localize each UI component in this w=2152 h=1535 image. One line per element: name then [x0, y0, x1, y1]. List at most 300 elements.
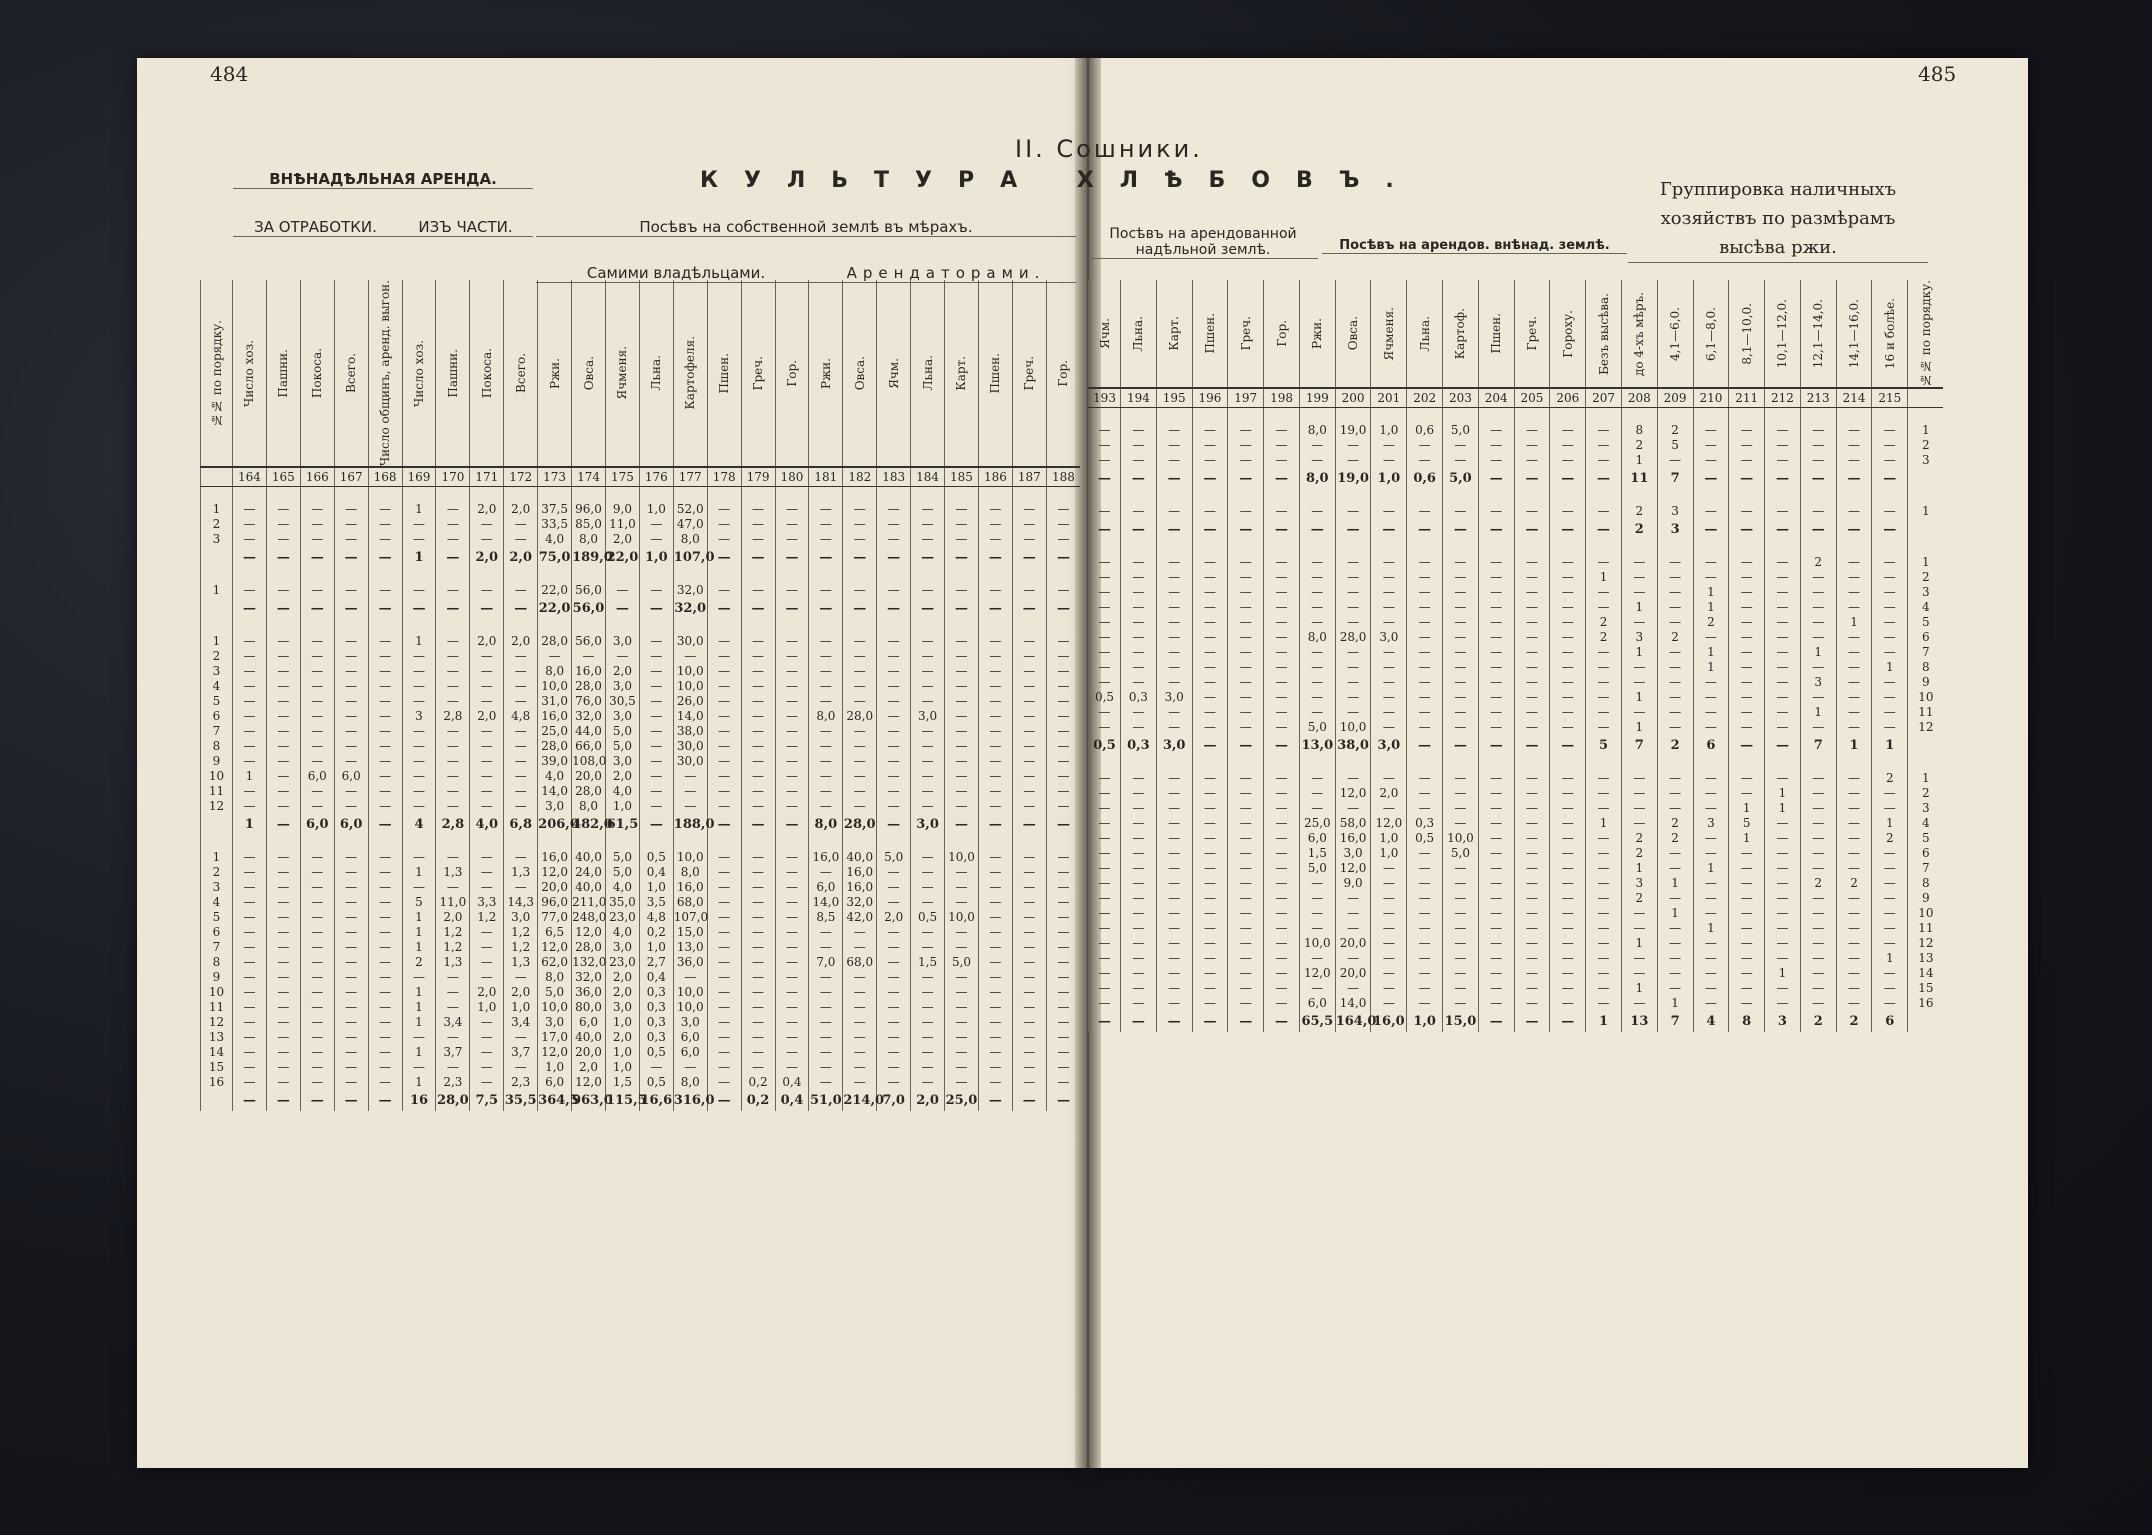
table-cell: — [1046, 894, 1080, 909]
table-cell: — [1800, 800, 1836, 815]
table-cell: 12 [201, 1014, 233, 1029]
table-cell: — [639, 516, 673, 531]
table-cell: — [707, 648, 741, 663]
table-cell: — [1550, 1010, 1586, 1032]
table-cell: — [1872, 995, 1908, 1010]
table-cell: — [233, 894, 267, 909]
table-cell: — [843, 501, 877, 516]
table-cell: — [1514, 980, 1550, 995]
table-cell: — [775, 783, 809, 798]
table-cell: — [911, 999, 945, 1014]
column-number: 209 [1657, 388, 1693, 408]
table-cell: — [1264, 437, 1300, 452]
table-cell: — [1407, 905, 1443, 920]
table-cell: 85,0 [572, 516, 606, 531]
table-cell: 5 [1908, 614, 1944, 629]
table-cell: — [945, 693, 979, 708]
table-cell: — [1657, 569, 1693, 584]
column-header [572, 280, 606, 467]
table-cell: 1 [1621, 452, 1657, 467]
table-cell: — [436, 648, 470, 663]
column-number: 205 [1514, 388, 1550, 408]
table-cell: 12,0 [538, 864, 572, 879]
table-cell: 1 [1586, 1010, 1622, 1032]
table-cell: — [1228, 920, 1264, 935]
table-cell: 2,0 [504, 984, 538, 999]
table-cell: — [368, 663, 402, 678]
column-header-label: №№ по порядку. [209, 319, 224, 427]
table-cell: — [1836, 689, 1872, 704]
table-cell: — [470, 864, 504, 879]
section-gap [1089, 408, 1944, 423]
table-cell: — [1800, 980, 1836, 995]
table-cell: — [1121, 704, 1157, 719]
table-cell: 10,0 [673, 663, 707, 678]
column-header [605, 280, 639, 467]
table-cell: — [1192, 584, 1228, 599]
table-cell: — [300, 678, 334, 693]
column-header [1264, 280, 1300, 388]
table-cell: — [1765, 518, 1801, 540]
table-cell: — [911, 798, 945, 813]
table-cell: — [945, 798, 979, 813]
table-cell: — [1121, 674, 1157, 689]
table-cell: — [436, 798, 470, 813]
table-cell: 1 [233, 768, 267, 783]
table-cell: — [741, 864, 775, 879]
table-cell: — [1550, 830, 1586, 845]
table-cell: — [1371, 920, 1407, 935]
column-header-label: 12,1—14,0. [1811, 298, 1826, 369]
table-cell: 66,0 [572, 738, 606, 753]
table-cell: — [1228, 518, 1264, 540]
table-cell: — [673, 1059, 707, 1074]
table-cell: 20,0 [538, 879, 572, 894]
table-cell: — [504, 798, 538, 813]
table-cell: — [1872, 920, 1908, 935]
table-cell: 1 [1765, 800, 1801, 815]
column-header [1012, 280, 1046, 467]
table-cell: — [741, 1059, 775, 1074]
table-cell: — [1228, 830, 1264, 845]
table-cell: 9,0 [605, 501, 639, 516]
table-cell: — [639, 678, 673, 693]
table-cell: — [334, 678, 368, 693]
table-cell: 3,0 [538, 1014, 572, 1029]
column-header-label: Ржи. [547, 357, 562, 389]
table-cell: — [1836, 659, 1872, 674]
table-cell: 8,0 [1299, 629, 1335, 644]
table-cell: 32,0 [673, 582, 707, 597]
table-cell: — [978, 723, 1012, 738]
table-cell: — [1586, 719, 1622, 734]
column-header-label: Греч. [1524, 316, 1539, 351]
table-cell: — [1443, 704, 1479, 719]
table-cell: — [945, 738, 979, 753]
table-cell: — [1264, 518, 1300, 540]
table-cell: — [1407, 689, 1443, 704]
table-cell: — [1586, 659, 1622, 674]
table-cell: — [877, 516, 911, 531]
column-number: 210 [1693, 388, 1729, 408]
table-cell: 28,0 [538, 738, 572, 753]
table-cell: 23,0 [605, 909, 639, 924]
table-cell: — [1836, 965, 1872, 980]
table-cell: 1 [201, 582, 233, 597]
table-cell: — [1371, 437, 1407, 452]
table-cell: — [1335, 980, 1371, 995]
table-cell: — [1550, 995, 1586, 1010]
table-cell: 1 [1657, 995, 1693, 1010]
table-cell: — [1299, 584, 1335, 599]
table-cell: — [436, 723, 470, 738]
table-cell: — [945, 813, 979, 835]
column-number: 199 [1299, 388, 1335, 408]
table-cell: — [1089, 1010, 1121, 1032]
table-cell: — [1089, 599, 1121, 614]
table-cell: 4 [201, 678, 233, 693]
table-cell: — [1371, 503, 1407, 518]
table-cell: — [1228, 689, 1264, 704]
table-cell: — [1800, 845, 1836, 860]
table-cell: 10,0 [538, 678, 572, 693]
table-cell: — [1012, 864, 1046, 879]
table-cell: 2 [1621, 503, 1657, 518]
table-cell: — [877, 753, 911, 768]
table-cell: — [368, 939, 402, 954]
table-cell: — [300, 501, 334, 516]
table-cell: 364,5 [538, 1089, 572, 1111]
table-cell: — [1228, 599, 1264, 614]
table-cell: — [1299, 689, 1335, 704]
table-cell: 3 [1908, 800, 1944, 815]
table-cell: — [1657, 644, 1693, 659]
table-cell: — [1800, 467, 1836, 489]
column-header-label: до 4-хъ мѣръ. [1632, 291, 1647, 376]
table-cell: — [572, 648, 606, 663]
table-cell: 2 [201, 648, 233, 663]
table-cell: — [504, 531, 538, 546]
table-cell: — [266, 798, 300, 813]
table-cell: 2 [1908, 785, 1944, 800]
table-cell: 10,0 [945, 909, 979, 924]
table-cell: — [1299, 452, 1335, 467]
table-cell: — [741, 663, 775, 678]
table-cell: — [1046, 813, 1080, 835]
table-cell: — [809, 753, 843, 768]
table-cell: — [1443, 452, 1479, 467]
table-cell: 14,3 [504, 894, 538, 909]
table-cell: — [911, 894, 945, 909]
table-cell: — [1693, 503, 1729, 518]
table-cell: — [605, 597, 639, 619]
table-cell: — [1765, 629, 1801, 644]
table-cell: — [1121, 995, 1157, 1010]
table-cell: — [368, 984, 402, 999]
table-cell: — [775, 546, 809, 568]
table-cell: — [1872, 905, 1908, 920]
table-cell: 61,5 [605, 813, 639, 835]
table-cell: — [1550, 890, 1586, 905]
table-cell: — [877, 582, 911, 597]
table-cell: — [233, 597, 267, 619]
table-cell: — [1872, 518, 1908, 540]
column-header-label: Пшен. [1202, 313, 1217, 354]
table-cell: 15,0 [673, 924, 707, 939]
table-cell: — [334, 1059, 368, 1074]
table-cell: 1 [1729, 830, 1765, 845]
table-cell: — [266, 864, 300, 879]
table-cell: — [300, 597, 334, 619]
table-cell: — [911, 531, 945, 546]
table-cell: — [1046, 954, 1080, 969]
table-cell: 42,0 [843, 909, 877, 924]
table-cell: — [436, 516, 470, 531]
table-cell: — [911, 1044, 945, 1059]
table-cell: — [978, 849, 1012, 864]
table-cell: — [1765, 950, 1801, 965]
table-cell: 7,0 [809, 954, 843, 969]
table-cell: — [1335, 905, 1371, 920]
table-cell: — [1156, 584, 1192, 599]
table-cell: — [470, 954, 504, 969]
table-cell: — [775, 813, 809, 835]
table-cell: — [1872, 599, 1908, 614]
table-cell: — [1228, 659, 1264, 674]
table-cell: — [504, 678, 538, 693]
table-cell: — [1729, 452, 1765, 467]
table-cell: — [1192, 659, 1228, 674]
table-cell: 10,0 [1443, 830, 1479, 845]
table-cell: — [877, 984, 911, 999]
table-cell: — [1335, 920, 1371, 935]
table-cell: 28,0 [843, 813, 877, 835]
table-cell: — [1729, 860, 1765, 875]
table-cell: — [233, 663, 267, 678]
column-number: 171 [470, 467, 504, 487]
column-header [911, 280, 945, 467]
table-cell: 9,0 [1335, 875, 1371, 890]
table-cell: — [1693, 965, 1729, 980]
table-cell: — [1514, 995, 1550, 1010]
table-cell: 51,0 [809, 1089, 843, 1111]
table-cell: — [1156, 569, 1192, 584]
table-row [1089, 815, 1944, 830]
column-header [538, 280, 572, 467]
table-cell: — [233, 984, 267, 999]
table-cell: — [1121, 830, 1157, 845]
table-row [1089, 995, 1944, 1010]
table-cell: 2 [1657, 734, 1693, 756]
table-cell: — [1586, 830, 1622, 845]
table-cell: — [707, 813, 741, 835]
table-cell: — [1192, 770, 1228, 785]
table-cell: — [1156, 452, 1192, 467]
table-cell: 8,5 [809, 909, 843, 924]
table-cell: — [809, 1059, 843, 1074]
table-cell: — [1514, 800, 1550, 815]
table-cell: — [1156, 875, 1192, 890]
table-cell: — [1192, 422, 1228, 437]
table-cell: — [1089, 980, 1121, 995]
table-cell: 0,2 [639, 924, 673, 939]
column-header [1514, 280, 1550, 388]
column-header-label: Льна. [1417, 315, 1432, 352]
table-cell: 1,5 [911, 954, 945, 969]
table-cell: 2,0 [470, 633, 504, 648]
table-cell: 1 [1586, 815, 1622, 830]
table-cell: 1 [402, 864, 436, 879]
table-cell: — [1872, 584, 1908, 599]
table-cell: — [978, 546, 1012, 568]
table-cell: — [775, 864, 809, 879]
table-cell: — [1335, 569, 1371, 584]
table-cell: — [707, 738, 741, 753]
table-cell: — [1550, 815, 1586, 830]
table-cell: — [1586, 785, 1622, 800]
table-cell: — [1407, 659, 1443, 674]
table-cell: — [1872, 890, 1908, 905]
table-cell: — [1478, 599, 1514, 614]
table-cell: — [266, 984, 300, 999]
table-cell: 68,0 [673, 894, 707, 909]
table-cell: — [470, 1029, 504, 1044]
table-cell: — [1371, 599, 1407, 614]
table-cell: 1 [1621, 599, 1657, 614]
table-cell: 20,0 [572, 768, 606, 783]
table-cell: 0,5 [1407, 830, 1443, 845]
table-cell: — [1264, 830, 1300, 845]
table-cell: — [809, 798, 843, 813]
column-number: 180 [775, 467, 809, 487]
table-cell: — [1729, 785, 1765, 800]
table-cell: — [707, 1074, 741, 1089]
table-cell: — [809, 723, 843, 738]
table-cell: 28,0 [1335, 629, 1371, 644]
table-cell: — [1765, 704, 1801, 719]
table-cell [1908, 1010, 1944, 1032]
column-header [1192, 280, 1228, 388]
table-cell: 5 [1657, 437, 1693, 452]
table-cell: — [402, 849, 436, 864]
table-cell: 0,4 [639, 969, 673, 984]
table-cell: — [368, 753, 402, 768]
table-cell: — [741, 693, 775, 708]
table-row [1089, 659, 1944, 674]
table-cell: — [1478, 704, 1514, 719]
table-cell: 4 [402, 813, 436, 835]
table-cell: — [1012, 693, 1046, 708]
table-cell: — [1407, 920, 1443, 935]
table-cell: — [877, 813, 911, 835]
table-cell: — [1586, 905, 1622, 920]
table-cell: — [1335, 800, 1371, 815]
table-cell: — [1046, 768, 1080, 783]
table-cell: — [1046, 708, 1080, 723]
table-row [201, 798, 1081, 813]
table-cell: — [233, 723, 267, 738]
column-header-label: Ячм. [1097, 318, 1112, 349]
table-cell: — [775, 678, 809, 693]
table-cell: — [707, 1044, 741, 1059]
table-cell: — [877, 798, 911, 813]
left-page-number: 484 [210, 62, 249, 86]
table-cell: 115,5 [605, 1089, 639, 1111]
column-header [1800, 280, 1836, 388]
table-cell: — [1192, 860, 1228, 875]
table-cell: — [233, 1059, 267, 1074]
table-cell: 12,0 [1335, 860, 1371, 875]
table-cell: 39,0 [538, 753, 572, 768]
table-cell [201, 546, 233, 568]
table-cell: — [1192, 1010, 1228, 1032]
table-cell: — [1550, 452, 1586, 467]
table-cell: 11,0 [605, 516, 639, 531]
table-cell: — [809, 984, 843, 999]
table-cell: 15 [201, 1059, 233, 1074]
table-cell: — [843, 516, 877, 531]
table-cell: — [1156, 503, 1192, 518]
table-cell: — [639, 597, 673, 619]
table-cell: 2 [1836, 1010, 1872, 1032]
table-cell: 1,2 [470, 909, 504, 924]
table-cell: — [1046, 663, 1080, 678]
table-cell: — [639, 768, 673, 783]
table-cell: — [1443, 965, 1479, 980]
table-cell: — [1121, 467, 1157, 489]
table-cell: 8 [1621, 422, 1657, 437]
table-cell: 1 [1621, 719, 1657, 734]
table-cell: — [775, 738, 809, 753]
table-cell: — [266, 954, 300, 969]
table-cell: — [1443, 659, 1479, 674]
table-cell: — [1514, 659, 1550, 674]
table-cell: — [300, 738, 334, 753]
section-gap [201, 835, 1081, 849]
table-cell: — [1836, 920, 1872, 935]
table-cell: — [1586, 860, 1622, 875]
table-cell: — [402, 597, 436, 619]
table-cell: — [741, 708, 775, 723]
column-header [1228, 280, 1264, 388]
header-vnenad: ВНѢНАДѢЛЬНАЯ АРЕНДА. [233, 170, 533, 189]
table-cell: 16 [1908, 995, 1944, 1010]
table-cell: — [741, 924, 775, 939]
table-cell: — [1729, 920, 1765, 935]
table-cell: 8 [201, 738, 233, 753]
table-cell: 2 [1800, 554, 1836, 569]
table-cell: 2,0 [605, 531, 639, 546]
table-cell: — [470, 597, 504, 619]
table-cell: — [1765, 422, 1801, 437]
table-cell: 0,5 [1089, 689, 1121, 704]
table-cell: — [1693, 935, 1729, 950]
table-cell: 32,0 [843, 894, 877, 909]
table-cell: 1,0 [470, 999, 504, 1014]
table-cell: 5,0 [1299, 860, 1335, 875]
table-cell: 5 [1586, 734, 1622, 756]
table-cell: — [1550, 467, 1586, 489]
table-cell: — [945, 1044, 979, 1059]
table-cell: — [809, 864, 843, 879]
column-header [1657, 280, 1693, 388]
table-cell: — [877, 999, 911, 1014]
column-number: 204 [1478, 388, 1514, 408]
table-cell: — [1514, 920, 1550, 935]
table-row [1089, 452, 1944, 467]
table-cell: — [911, 501, 945, 516]
section-gap [201, 619, 1081, 633]
